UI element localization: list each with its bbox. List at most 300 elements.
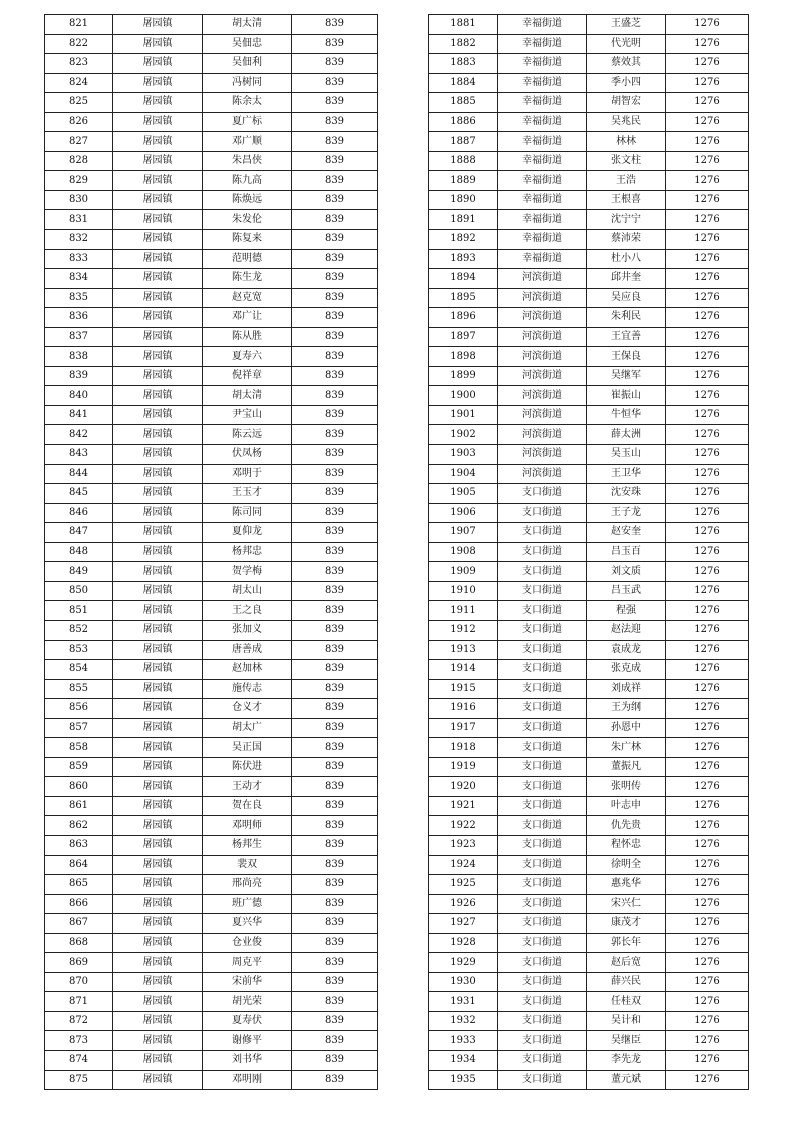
town-cell: 屠园镇 — [113, 425, 203, 445]
name-cell: 董元斌 — [587, 1070, 666, 1090]
town-cell: 河滨街道 — [498, 366, 587, 386]
table-row — [45, 718, 378, 738]
town-cell: 屠园镇 — [113, 699, 203, 719]
serial-number-cell: 872 — [45, 1011, 113, 1031]
name-cell: 仓义才 — [203, 699, 292, 719]
amount-cell: 839 — [292, 875, 378, 895]
name-cell: 贺在良 — [203, 796, 292, 816]
town-cell: 支口街道 — [498, 855, 587, 875]
serial-number-cell: 828 — [45, 151, 113, 171]
name-cell: 伏凤杨 — [203, 445, 292, 465]
table-row — [429, 503, 749, 523]
table-row — [429, 601, 749, 621]
serial-number-cell: 1928 — [429, 933, 498, 953]
serial-number-cell: 867 — [45, 914, 113, 934]
town-cell: 幸福街道 — [498, 132, 587, 152]
town-cell: 支口街道 — [498, 738, 587, 758]
name-cell: 邓广让 — [203, 308, 292, 328]
table-row — [45, 405, 378, 425]
serial-number-cell: 1896 — [429, 308, 498, 328]
name-cell: 蔡沛荣 — [587, 230, 666, 250]
serial-number-cell: 843 — [45, 445, 113, 465]
serial-number-cell: 857 — [45, 718, 113, 738]
table-row — [429, 992, 749, 1012]
table-row — [429, 777, 749, 797]
town-cell: 河滨街道 — [498, 269, 587, 289]
table-row — [45, 249, 378, 269]
amount-cell: 1276 — [666, 855, 749, 875]
town-cell: 河滨街道 — [498, 288, 587, 308]
amount-cell: 1276 — [666, 190, 749, 210]
serial-number-cell: 837 — [45, 327, 113, 347]
town-cell: 屠园镇 — [113, 523, 203, 543]
town-cell: 屠园镇 — [113, 54, 203, 74]
name-cell: 康茂才 — [587, 914, 666, 934]
town-cell: 支口街道 — [498, 816, 587, 836]
table-row — [45, 562, 378, 582]
serial-number-cell: 847 — [45, 523, 113, 543]
name-cell: 胡太清 — [203, 15, 292, 35]
amount-cell: 839 — [292, 757, 378, 777]
town-cell: 屠园镇 — [113, 1031, 203, 1051]
name-cell: 王为纲 — [587, 699, 666, 719]
serial-number-cell: 1927 — [429, 914, 498, 934]
table-row — [45, 601, 378, 621]
name-cell: 仓业俊 — [203, 933, 292, 953]
name-cell: 吴兆民 — [587, 112, 666, 132]
name-cell: 杨邦生 — [203, 835, 292, 855]
serial-number-cell: 1926 — [429, 894, 498, 914]
town-cell: 屠园镇 — [113, 464, 203, 484]
town-cell: 屠园镇 — [113, 777, 203, 797]
table-row — [45, 894, 378, 914]
table-row — [45, 992, 378, 1012]
serial-number-cell: 1888 — [429, 151, 498, 171]
table-row — [429, 464, 749, 484]
name-cell: 代光明 — [587, 34, 666, 54]
name-cell: 夏广标 — [203, 112, 292, 132]
amount-cell: 839 — [292, 366, 378, 386]
table-row — [45, 933, 378, 953]
name-cell: 朱广林 — [587, 738, 666, 758]
right-table-body — [429, 15, 749, 1090]
serial-number-cell: 830 — [45, 190, 113, 210]
name-cell: 杜小八 — [587, 249, 666, 269]
serial-number-cell: 1893 — [429, 249, 498, 269]
serial-number-cell: 1923 — [429, 835, 498, 855]
table-row — [45, 15, 378, 35]
serial-number-cell: 871 — [45, 992, 113, 1012]
town-cell: 幸福街道 — [498, 171, 587, 191]
amount-cell: 839 — [292, 308, 378, 328]
table-row — [45, 972, 378, 992]
town-cell: 屠园镇 — [113, 93, 203, 113]
town-cell: 支口街道 — [498, 620, 587, 640]
table-row — [429, 1070, 749, 1090]
amount-cell: 839 — [292, 269, 378, 289]
town-cell: 支口街道 — [498, 562, 587, 582]
amount-cell: 839 — [292, 620, 378, 640]
table-row — [429, 542, 749, 562]
amount-cell: 1276 — [666, 1031, 749, 1051]
amount-cell: 839 — [292, 640, 378, 660]
amount-cell: 839 — [292, 835, 378, 855]
amount-cell: 1276 — [666, 523, 749, 543]
amount-cell: 839 — [292, 54, 378, 74]
town-cell: 支口街道 — [498, 875, 587, 895]
town-cell: 屠园镇 — [113, 894, 203, 914]
serial-number-cell: 1921 — [429, 796, 498, 816]
amount-cell: 839 — [292, 953, 378, 973]
amount-cell: 839 — [292, 464, 378, 484]
town-cell: 屠园镇 — [113, 269, 203, 289]
amount-cell: 1276 — [666, 738, 749, 758]
serial-number-cell: 835 — [45, 288, 113, 308]
amount-cell: 1276 — [666, 1011, 749, 1031]
amount-cell: 839 — [292, 972, 378, 992]
name-cell: 李先龙 — [587, 1050, 666, 1070]
name-cell: 班广德 — [203, 894, 292, 914]
name-cell: 王根喜 — [587, 190, 666, 210]
town-cell: 屠园镇 — [113, 386, 203, 406]
town-cell: 屠园镇 — [113, 757, 203, 777]
amount-cell: 839 — [292, 738, 378, 758]
name-cell: 王宜善 — [587, 327, 666, 347]
name-cell: 吴玉山 — [587, 445, 666, 465]
name-cell: 王盛芝 — [587, 15, 666, 35]
table-row — [429, 875, 749, 895]
serial-number-cell: 1918 — [429, 738, 498, 758]
amount-cell: 839 — [292, 660, 378, 680]
serial-number-cell: 1892 — [429, 230, 498, 250]
amount-cell: 839 — [292, 445, 378, 465]
town-cell: 支口街道 — [498, 484, 587, 504]
amount-cell: 839 — [292, 601, 378, 621]
town-cell: 屠园镇 — [113, 660, 203, 680]
serial-number-cell: 1902 — [429, 425, 498, 445]
amount-cell: 1276 — [666, 1070, 749, 1090]
amount-cell: 1276 — [666, 953, 749, 973]
serial-number-cell: 1922 — [429, 816, 498, 836]
town-cell: 屠园镇 — [113, 972, 203, 992]
name-cell: 吴佃利 — [203, 54, 292, 74]
serial-number-cell: 838 — [45, 347, 113, 367]
table-row — [45, 523, 378, 543]
serial-number-cell: 1916 — [429, 699, 498, 719]
town-cell: 屠园镇 — [113, 738, 203, 758]
amount-cell: 839 — [292, 933, 378, 953]
town-cell: 屠园镇 — [113, 484, 203, 504]
amount-cell: 1276 — [666, 894, 749, 914]
serial-number-cell: 840 — [45, 386, 113, 406]
serial-number-cell: 866 — [45, 894, 113, 914]
serial-number-cell: 849 — [45, 562, 113, 582]
serial-number-cell: 844 — [45, 464, 113, 484]
amount-cell: 1276 — [666, 1050, 749, 1070]
town-cell: 支口街道 — [498, 601, 587, 621]
table-row — [429, 816, 749, 836]
town-cell: 支口街道 — [498, 933, 587, 953]
town-cell: 幸福街道 — [498, 249, 587, 269]
serial-number-cell: 823 — [45, 54, 113, 74]
amount-cell: 839 — [292, 347, 378, 367]
name-cell: 林林 — [587, 132, 666, 152]
town-cell: 幸福街道 — [498, 73, 587, 93]
name-cell: 赵后宽 — [587, 953, 666, 973]
serial-number-cell: 824 — [45, 73, 113, 93]
serial-number-cell: 875 — [45, 1070, 113, 1090]
serial-number-cell: 1932 — [429, 1011, 498, 1031]
amount-cell: 839 — [292, 796, 378, 816]
name-cell: 贺学梅 — [203, 562, 292, 582]
serial-number-cell: 1884 — [429, 73, 498, 93]
serial-number-cell: 1903 — [429, 445, 498, 465]
amount-cell: 1276 — [666, 112, 749, 132]
amount-cell: 1276 — [666, 484, 749, 504]
town-cell: 屠园镇 — [113, 405, 203, 425]
serial-number-cell: 1908 — [429, 542, 498, 562]
amount-cell: 1276 — [666, 210, 749, 230]
serial-number-cell: 850 — [45, 581, 113, 601]
table-row — [45, 620, 378, 640]
serial-number-cell: 846 — [45, 503, 113, 523]
serial-number-cell: 1917 — [429, 718, 498, 738]
amount-cell: 839 — [292, 288, 378, 308]
serial-number-cell: 1897 — [429, 327, 498, 347]
amount-cell: 839 — [292, 15, 378, 35]
table-row — [429, 93, 749, 113]
town-cell: 屠园镇 — [113, 1070, 203, 1090]
amount-cell: 1276 — [666, 620, 749, 640]
table-row — [429, 73, 749, 93]
serial-number-cell: 1930 — [429, 972, 498, 992]
serial-number-cell: 851 — [45, 601, 113, 621]
serial-number-cell: 1929 — [429, 953, 498, 973]
serial-number-cell: 1935 — [429, 1070, 498, 1090]
town-cell: 幸福街道 — [498, 151, 587, 171]
serial-number-cell: 1885 — [429, 93, 498, 113]
name-cell: 刘成祥 — [587, 679, 666, 699]
name-cell: 吴继军 — [587, 366, 666, 386]
serial-number-cell: 859 — [45, 757, 113, 777]
table-row — [45, 93, 378, 113]
name-cell: 蔡效其 — [587, 54, 666, 74]
table-row — [429, 1031, 749, 1051]
name-cell: 宋兴仁 — [587, 894, 666, 914]
amount-cell: 839 — [292, 171, 378, 191]
serial-number-cell: 1890 — [429, 190, 498, 210]
name-cell: 陈生龙 — [203, 269, 292, 289]
amount-cell: 1276 — [666, 327, 749, 347]
town-cell: 屠园镇 — [113, 171, 203, 191]
name-cell: 邱井奎 — [587, 269, 666, 289]
amount-cell: 839 — [292, 386, 378, 406]
amount-cell: 1276 — [666, 972, 749, 992]
town-cell: 幸福街道 — [498, 190, 587, 210]
amount-cell: 1276 — [666, 835, 749, 855]
name-cell: 邓明刚 — [203, 1070, 292, 1090]
amount-cell: 839 — [292, 249, 378, 269]
name-cell: 陈伏进 — [203, 757, 292, 777]
name-cell: 季小四 — [587, 73, 666, 93]
town-cell: 支口街道 — [498, 972, 587, 992]
amount-cell: 1276 — [666, 405, 749, 425]
name-cell: 沈安珠 — [587, 484, 666, 504]
name-cell: 赵克宽 — [203, 288, 292, 308]
town-cell: 屠园镇 — [113, 288, 203, 308]
serial-number-cell: 1910 — [429, 581, 498, 601]
town-cell: 支口街道 — [498, 699, 587, 719]
serial-number-cell: 861 — [45, 796, 113, 816]
name-cell: 徐明全 — [587, 855, 666, 875]
serial-number-cell: 1904 — [429, 464, 498, 484]
amount-cell: 1276 — [666, 249, 749, 269]
table-row — [429, 210, 749, 230]
table-row — [45, 288, 378, 308]
table-row — [45, 73, 378, 93]
table-row — [429, 425, 749, 445]
serial-number-cell: 864 — [45, 855, 113, 875]
name-cell: 尹宝山 — [203, 405, 292, 425]
serial-number-cell: 845 — [45, 484, 113, 504]
serial-number-cell: 822 — [45, 34, 113, 54]
serial-number-cell: 1900 — [429, 386, 498, 406]
name-cell: 吴正国 — [203, 738, 292, 758]
town-cell: 幸福街道 — [498, 210, 587, 230]
table-row — [429, 679, 749, 699]
table-row — [45, 132, 378, 152]
amount-cell: 1276 — [666, 288, 749, 308]
serial-number-cell: 869 — [45, 953, 113, 973]
table-row — [45, 190, 378, 210]
table-row — [45, 210, 378, 230]
amount-cell: 839 — [292, 503, 378, 523]
town-cell: 支口街道 — [498, 953, 587, 973]
town-cell: 支口街道 — [498, 542, 587, 562]
serial-number-cell: 1909 — [429, 562, 498, 582]
amount-cell: 839 — [292, 699, 378, 719]
amount-cell: 839 — [292, 1050, 378, 1070]
table-row — [429, 738, 749, 758]
table-row — [45, 503, 378, 523]
town-cell: 支口街道 — [498, 640, 587, 660]
amount-cell: 1276 — [666, 464, 749, 484]
table-row — [45, 777, 378, 797]
name-cell: 胡太清 — [203, 386, 292, 406]
serial-number-cell: 868 — [45, 933, 113, 953]
town-cell: 屠园镇 — [113, 503, 203, 523]
table-row — [45, 347, 378, 367]
table-row — [45, 1031, 378, 1051]
table-row — [429, 15, 749, 35]
table-row — [429, 894, 749, 914]
amount-cell: 839 — [292, 93, 378, 113]
table-row — [429, 699, 749, 719]
town-cell: 屠园镇 — [113, 620, 203, 640]
serial-number-cell: 854 — [45, 660, 113, 680]
town-cell: 河滨街道 — [498, 347, 587, 367]
table-row — [429, 718, 749, 738]
town-cell: 屠园镇 — [113, 581, 203, 601]
town-cell: 河滨街道 — [498, 327, 587, 347]
name-cell: 朱利民 — [587, 308, 666, 328]
town-cell: 支口街道 — [498, 660, 587, 680]
town-cell: 支口街道 — [498, 581, 587, 601]
serial-number-cell: 832 — [45, 230, 113, 250]
table-row — [45, 816, 378, 836]
serial-number-cell: 1907 — [429, 523, 498, 543]
town-cell: 屠园镇 — [113, 933, 203, 953]
serial-number-cell: 841 — [45, 405, 113, 425]
town-cell: 屠园镇 — [113, 816, 203, 836]
serial-number-cell: 1898 — [429, 347, 498, 367]
table-row — [429, 366, 749, 386]
name-cell: 张克成 — [587, 660, 666, 680]
serial-number-cell: 1905 — [429, 484, 498, 504]
name-cell: 胡太广 — [203, 718, 292, 738]
table-row — [429, 308, 749, 328]
table-row — [45, 738, 378, 758]
serial-number-cell: 862 — [45, 816, 113, 836]
name-cell: 张明传 — [587, 777, 666, 797]
name-cell: 胡太山 — [203, 581, 292, 601]
town-cell: 屠园镇 — [113, 230, 203, 250]
name-cell: 邓明于 — [203, 464, 292, 484]
amount-cell: 839 — [292, 484, 378, 504]
name-cell: 陈从胜 — [203, 327, 292, 347]
amount-cell: 1276 — [666, 54, 749, 74]
amount-cell: 1276 — [666, 366, 749, 386]
name-cell: 陈复来 — [203, 230, 292, 250]
name-cell: 夏寿六 — [203, 347, 292, 367]
town-cell: 支口街道 — [498, 523, 587, 543]
town-cell: 屠园镇 — [113, 210, 203, 230]
table-row — [429, 855, 749, 875]
table-row — [429, 230, 749, 250]
name-cell: 程强 — [587, 601, 666, 621]
town-cell: 幸福街道 — [498, 230, 587, 250]
table-row — [45, 386, 378, 406]
town-cell: 屠园镇 — [113, 796, 203, 816]
name-cell: 陈云远 — [203, 425, 292, 445]
amount-cell: 1276 — [666, 640, 749, 660]
table-row — [429, 796, 749, 816]
amount-cell: 1276 — [666, 699, 749, 719]
town-cell: 支口街道 — [498, 679, 587, 699]
table-row — [45, 542, 378, 562]
town-cell: 屠园镇 — [113, 640, 203, 660]
town-cell: 支口街道 — [498, 835, 587, 855]
right-roster-table — [428, 14, 749, 1090]
town-cell: 屠园镇 — [113, 601, 203, 621]
table-row — [429, 190, 749, 210]
amount-cell: 1276 — [666, 660, 749, 680]
amount-cell: 839 — [292, 562, 378, 582]
serial-number-cell: 1887 — [429, 132, 498, 152]
amount-cell: 1276 — [666, 757, 749, 777]
amount-cell: 1276 — [666, 308, 749, 328]
amount-cell: 839 — [292, 816, 378, 836]
name-cell: 崔振山 — [587, 386, 666, 406]
amount-cell: 839 — [292, 581, 378, 601]
amount-cell: 1276 — [666, 425, 749, 445]
name-cell: 倪祥章 — [203, 366, 292, 386]
name-cell: 叶志申 — [587, 796, 666, 816]
serial-number-cell: 870 — [45, 972, 113, 992]
table-row — [45, 953, 378, 973]
amount-cell: 1276 — [666, 992, 749, 1012]
town-cell: 屠园镇 — [113, 914, 203, 934]
